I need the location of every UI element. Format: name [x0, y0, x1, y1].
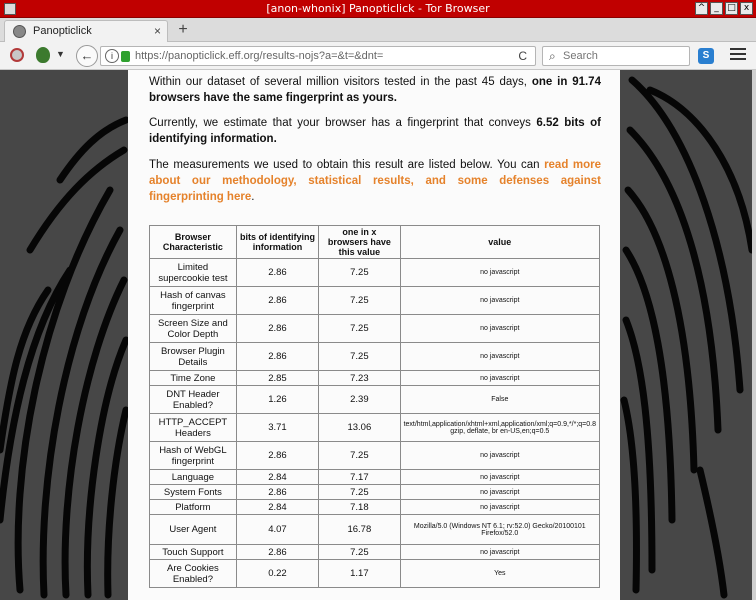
tab-close-icon[interactable]: × — [153, 24, 161, 38]
cell-bits: 2.85 — [236, 371, 318, 386]
cell-bits: 0.22 — [236, 560, 318, 588]
cell-value: Yes — [400, 560, 599, 588]
results-table — [149, 225, 600, 588]
main-content — [128, 70, 620, 600]
tab-bar — [0, 18, 756, 42]
cell-value: Mozilla/5.0 (Windows NT 6.1; rv:52.0) Gecko/20100101 Firefox/52.0 — [400, 515, 599, 545]
fingerprint-summary: Within our dataset of several million visitors tested in the past 45 days, one in 91.74 browsers have the same fingerprint as yours. — [149, 76, 601, 104]
window-titlebar — [0, 0, 756, 18]
cell-value: no javascript — [400, 470, 599, 485]
table-row — [150, 515, 600, 545]
table-row — [150, 414, 600, 442]
cell-characteristic: Touch Support — [150, 545, 237, 560]
cell-characteristic: Hash of canvas fingerprint — [150, 287, 237, 315]
url-text[interactable]: https://panopticlick.eff.org/results-nojs?a=&t=&dnt= — [135, 50, 384, 62]
back-button[interactable]: ← — [76, 45, 98, 67]
cell-bits: 2.86 — [236, 259, 318, 287]
window-title: [anon-whonix] Panopticlick - Tor Browser — [266, 2, 490, 15]
cell-value: no javascript — [400, 343, 599, 371]
table-row — [150, 560, 600, 588]
cell-characteristic: Screen Size and Color Depth — [150, 315, 237, 343]
cell-value: no javascript — [400, 287, 599, 315]
page-viewport — [0, 70, 752, 600]
cell-bits: 2.86 — [236, 315, 318, 343]
cell-one-in-x: 7.17 — [319, 470, 400, 485]
header-one-in-x: one in x browsers have this value — [319, 226, 400, 259]
window-maximize-button[interactable]: □ — [725, 2, 738, 15]
cell-characteristic: User Agent — [150, 515, 237, 545]
cell-one-in-x: 1.17 — [319, 560, 400, 588]
cell-one-in-x: 7.25 — [319, 287, 400, 315]
header-bits: bits of identifying information — [236, 226, 318, 259]
table-header-row — [150, 226, 600, 259]
cell-one-in-x: 7.18 — [319, 500, 400, 515]
cell-one-in-x: 7.25 — [319, 315, 400, 343]
cell-value: text/html,application/xhtml+xml,application/xml;q=0.9,*/*;q=0.8 gzip, deflate, br en-US,en;q=0.5 — [400, 414, 599, 442]
lock-icon — [121, 51, 130, 62]
window-shade-button[interactable]: ^ — [695, 2, 708, 15]
cell-bits: 1.26 — [236, 386, 318, 414]
cell-one-in-x: 7.25 — [319, 442, 400, 470]
cell-value: no javascript — [400, 500, 599, 515]
cell-one-in-x: 7.25 — [319, 343, 400, 371]
header-characteristic: Browser Characteristic — [150, 226, 237, 259]
cell-characteristic: Browser Plugin Details — [150, 343, 237, 371]
navigation-toolbar — [0, 42, 756, 70]
cell-bits: 2.86 — [236, 485, 318, 500]
table-row — [150, 259, 600, 287]
cell-characteristic: Are Cookies Enabled? — [150, 560, 237, 588]
window-close-button[interactable]: x — [740, 2, 753, 15]
tab-panopticlick[interactable] — [4, 20, 168, 42]
window-minimize-button[interactable]: _ — [710, 2, 723, 15]
search-input[interactable] — [563, 49, 683, 63]
table-row — [150, 386, 600, 414]
tor-onion-icon[interactable] — [36, 47, 50, 63]
cell-bits: 2.86 — [236, 442, 318, 470]
cell-value: no javascript — [400, 545, 599, 560]
cell-characteristic: Hash of WebGL fingerprint — [150, 442, 237, 470]
cell-bits: 2.86 — [236, 343, 318, 371]
cell-bits: 2.84 — [236, 500, 318, 515]
cell-one-in-x: 7.25 — [319, 259, 400, 287]
noscript-icon[interactable] — [10, 48, 24, 62]
cell-one-in-x: 16.78 — [319, 515, 400, 545]
table-row — [150, 545, 600, 560]
cell-characteristic: HTTP_ACCEPT Headers — [150, 414, 237, 442]
table-row — [150, 500, 600, 515]
panopticlick-favicon-icon — [13, 25, 26, 38]
cell-value: no javascript — [400, 442, 599, 470]
tor-menu-dropdown-icon[interactable]: ▼ — [56, 49, 65, 59]
scrollbar[interactable] — [752, 70, 756, 600]
search-icon: ⌕ — [549, 49, 556, 63]
url-bar[interactable] — [100, 46, 536, 66]
header-value: value — [400, 226, 599, 259]
tab-label: Panopticlick — [33, 25, 92, 37]
cell-value: no javascript — [400, 259, 599, 287]
window-controls — [695, 2, 753, 15]
site-info-icon[interactable]: i — [105, 49, 119, 63]
cell-one-in-x: 7.25 — [319, 545, 400, 560]
cell-characteristic: Limited supercookie test — [150, 259, 237, 287]
cell-characteristic: Time Zone — [150, 371, 237, 386]
table-row — [150, 470, 600, 485]
cell-bits: 2.86 — [236, 545, 318, 560]
cell-characteristic: System Fonts — [150, 485, 237, 500]
cell-one-in-x: 13.06 — [319, 414, 400, 442]
table-row — [150, 442, 600, 470]
table-row — [150, 315, 600, 343]
hamburger-menu-icon[interactable] — [730, 48, 746, 62]
cell-bits: 2.86 — [236, 287, 318, 315]
new-tab-button[interactable]: + — [178, 21, 188, 38]
cell-bits: 4.07 — [236, 515, 318, 545]
cell-characteristic: DNT Header Enabled? — [150, 386, 237, 414]
cell-value: no javascript — [400, 315, 599, 343]
cell-bits: 2.84 — [236, 470, 318, 485]
table-row — [150, 343, 600, 371]
extension-icon[interactable]: S — [698, 48, 714, 64]
reload-icon[interactable]: C — [518, 49, 527, 63]
measurements-intro: The measurements we used to obtain this result are listed below. You can read more about our methodology, statistical results, and some defenses against fingerprinting here. — [149, 159, 601, 203]
cell-value: False — [400, 386, 599, 414]
table-row — [150, 287, 600, 315]
cell-value: no javascript — [400, 485, 599, 500]
search-box[interactable] — [542, 46, 690, 66]
cell-bits: 3.71 — [236, 414, 318, 442]
cell-one-in-x: 2.39 — [319, 386, 400, 414]
cell-one-in-x: 7.23 — [319, 371, 400, 386]
cell-characteristic: Platform — [150, 500, 237, 515]
table-row — [150, 371, 600, 386]
cell-one-in-x: 7.25 — [319, 485, 400, 500]
cell-characteristic: Language — [150, 470, 237, 485]
bits-summary: Currently, we estimate that your browser has a fingerprint that conveys 6.52 bits of identifying information. — [149, 117, 602, 145]
cell-value: no javascript — [400, 371, 599, 386]
table-row — [150, 485, 600, 500]
methodology-link[interactable]: read more about our methodology, statistical results, and some defenses against fingerprinting here — [149, 159, 601, 203]
